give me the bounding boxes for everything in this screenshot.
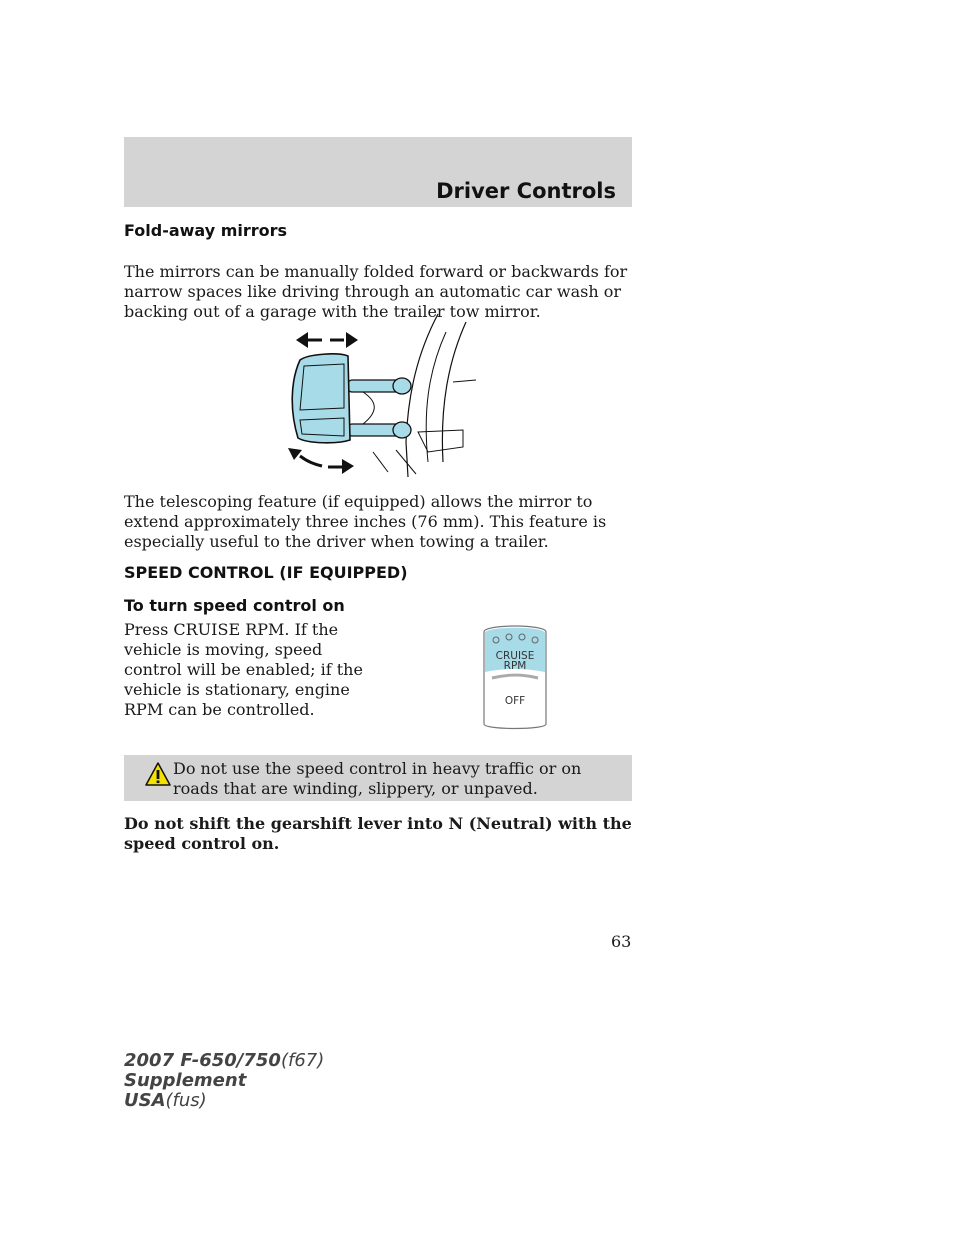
- document-footer: [124, 1051, 324, 1111]
- cruise-label: CRUISE: [495, 650, 535, 662]
- section-title: Driver Controls: [436, 179, 616, 203]
- section-header-band: [124, 137, 632, 207]
- telescoping-body: The telescoping feature (if equipped) allows the mirror to extend approximately three inches (76 mm). This feature is especially useful to the driver when towing a trailer.: [124, 492, 607, 551]
- warning-callout: [124, 755, 632, 801]
- footer-model: 2007 F-650/750: [124, 1050, 281, 1071]
- neutral-shift-note: Do not shift the gearshift lever into N (Neutral) with the speed control on.: [124, 814, 632, 853]
- turn-on-subheading: To turn speed control on: [124, 596, 345, 615]
- warning-triangle-icon: [144, 761, 172, 787]
- speed-control-heading: SPEED CONTROL (IF EQUIPPED): [124, 563, 408, 582]
- speed-control-body: Press CRUISE RPM. If the vehicle is moving, speed control will be enabled; if the vehicle is stationary, engine RPM can be controlled.: [124, 620, 363, 719]
- footer-region-code: (fus): [165, 1090, 207, 1111]
- rpm-label: RPM: [503, 660, 527, 672]
- off-label: OFF: [504, 695, 526, 707]
- footer-region: USA: [124, 1090, 166, 1111]
- footer-doc-type: Supplement: [124, 1070, 247, 1091]
- fold-away-mirror-illustration: [278, 312, 488, 477]
- page-number: 63: [611, 932, 632, 951]
- cruise-rpm-switch-illustration: [480, 620, 550, 735]
- footer-model-code: (f67): [280, 1050, 325, 1071]
- fold-away-body: The mirrors can be manually folded forward or backwards for narrow spaces like driving through an automatic car wash or backing out of a garage with the trailer tow mirror.: [124, 262, 628, 321]
- warning-text: Do not use the speed control in heavy traffic or on roads that are winding, slippery, or unpaved.: [173, 759, 582, 798]
- fold-away-heading: Fold-away mirrors: [124, 221, 288, 240]
